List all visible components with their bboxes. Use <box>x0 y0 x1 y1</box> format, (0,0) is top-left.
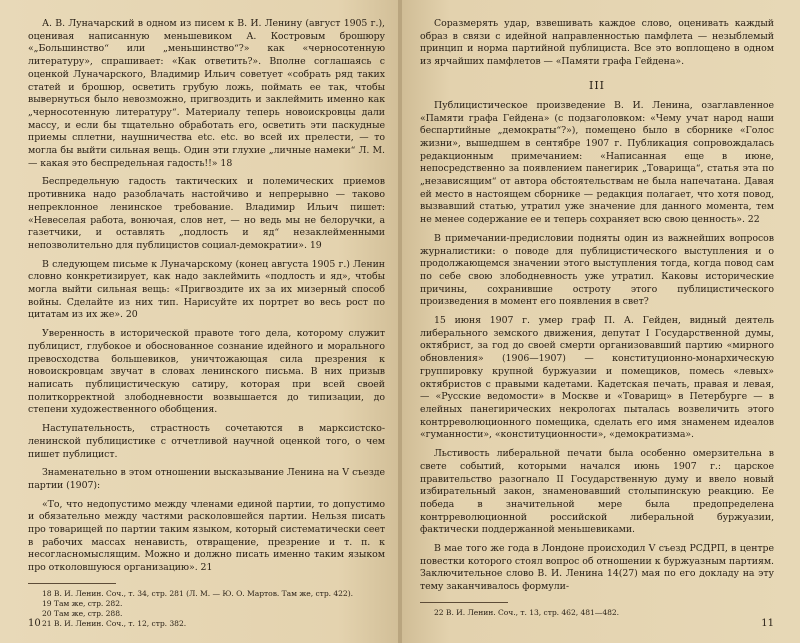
paragraph: А. В. Луначарский в одном из писем к В. И. Ленину (август 1905 г.), оценивая написанную меньшевиком А. Костровым брошюру «„Большинство“ или „меньшинство“?» как «черносотенную литературу», спрашивает: «Как ответить?». Вполне соглашаясь с оценкой Луначарского, Владимир Ильич советует «собрать ряд таких статей и брошюр, осветить грубую ложь, поймать ее так, чтобы вывернуться было невозможно, пригвоздить и заклеймить именно как „черносотенную литературу“. Материалу теперь новоискровцы дали массу, и если бы тщательно обработать его, осветить эти паскудные приемы сплетни, наушничества etc. etc. во всей их прелести, — то могла бы выйти сильная вещь. Один эти глухие „личные намеки“ Л. М. — какая это беспредельная гадость!!» 18 <box>28 18 385 169</box>
paragraph: Беспредельную гадость тактических и полемических приемов противника надо разоблачать настойчиво и непрерывно — таково непреклонное ленинское требование. Владимир Ильич пишет: «Невеселая работа, вонючая, слов нет, — но ведь мы не белоручки, а газетчики, и оставлять „подлость и яд“ незаклейменными непозволительно для публицистов социал-демократии». 19 <box>28 176 385 251</box>
section-heading: III <box>588 78 606 92</box>
footnote: 20 Там же, стр. 288. <box>42 609 123 619</box>
paragraph: Знаменательно в этом отношении высказывание Ленина на V съезде партии (1907): <box>28 467 385 491</box>
paragraph: В следующем письме к Луначарскому (конец августа 1905 г.) Ленин словно конкретизирует, как надо заклеймить «подлость и яд», чтобы могла выйти сильная вещь: «Пригвоздите их за их мизерный способ войны. Сделайте из них тип. Нарисуйте их портрет во весь рост по цитатам из их же». 20 <box>28 258 385 321</box>
page-number: 10 <box>28 618 41 629</box>
quote-paragraph: «То, что недопустимо между членами единой партии, то допустимо и обязательно между частями расколовшейся партии. Нельзя писать про товарищей по партии таким языком, который систематически сеет в рабочих массах ненависть, отвращение, презрение и т. п. к несогласномыслящим. Можно и должно писать именно таким языком про отколовшуюся организацию». 21 <box>28 498 385 574</box>
footnote: 18 В. И. Ленин. Соч., т. 34, стр. 281 (Л. М. — Ю. О. Мартов. Там же, стр. 422). <box>42 588 353 598</box>
footnote: 19 Там же, стр. 282. <box>42 599 123 609</box>
footnote: 21 В. И. Ленин. Соч., т. 12, стр. 382. <box>42 619 187 629</box>
paragraph: Соразмерять удар, взвешивать каждое слово, оценивать каждый образ в связи с идейной направленностью памфлета — незыблемый принцип и норма партийной публициста. Все это воплощено в одном из ярчайших памфлетов — «Памяти графа Гейдена». <box>420 18 774 68</box>
right-page <box>402 0 800 643</box>
paragraph: Уверенность в исторической правоте того дела, которому служит публицист, глубокое и обоснованное сознание идейного и морального превосходства большевиков, уничтожающая сила презрения к новоискровцам звучат в словах ленинского письма. В них призыв написать публицистическую сатиру, которая при всей своей политкорректной злободневности возвышается до типизации, до степени художественного обобщения. <box>28 328 385 416</box>
page-number: 11 <box>761 618 774 629</box>
paragraph: Публицистическое произведение В. И. Ленина, озаглавленное «Памяти графа Гейдена» (с подзаголовком: «Чему учат народ наши беспартийные „демократы“?»), помещено было в сборнике «Голос жизни», вышедшем в сентябре 1907 г. Публикация сопровождалась редакционным примечанием: «Написанная еще в июне, непосредственно за появлением панегирик „Товарища“, статья эта по „независящим“ от автора обстоятельствам не была напечатана. Давая ей место в настоящем сборнике — редакция полагает, что хотя повод, вызвавший статью, утратил уже значение для данного момента, тем не менее содержание ее и теперь сохраняет всю свою ценность». 22 <box>420 99 774 226</box>
footnote: 22 В. И. Ленин. Соч., т. 13, стр. 462, 481—482. <box>434 607 620 617</box>
paragraph: Льстивость либеральной печати была особенно омерзительна в свете событий, которыми начался июнь 1907 г.: царское правительство разогнало II Государственную думу и ввело новый избирательный закон, знаменовавший столыпинскую реакцию. Ее победа в значительной мере была предопределена контрреволюционной российской либеральной буржуазии, фактически поддержанной меньшевиками. <box>420 448 774 536</box>
paragraph: Наступательность, страстность сочетаются в марксистско-ленинской публицистике с отчетливой научной оценкой того, о чем пишет публицист. <box>28 423 385 460</box>
left-page <box>0 0 398 643</box>
paragraph: В мае того же года в Лондоне происходил V съезд РСДРП, в центре повестки которого стоял вопрос об отношении к буржуазным партиям. Заключительное слово В. И. Ленина 14(27) мая по его докладу на эту тему заканчивалось формули- <box>420 543 774 593</box>
footnote-divider <box>420 602 508 603</box>
paragraph: В примечании-предисловии подняты один из важнейших вопросов журналистики: о поводе для публицистического выступления и о продолжающемся значении этого выступления тогда, когда повод сам по себе свою злободневность уже утратил. Каковы исторические причины, сохранившие остроту этого публицистического произведения в момент его появления в свет? <box>420 232 774 308</box>
paragraph: 15 июня 1907 г. умер граф П. А. Гейден, видный деятель либерального земского движения, депутат I Государственной думы, октябрист, за год до своей смерти организовавший партию «мирного обновления» (1906—1907) — конституционно-монархическую группировку крупной буржуазии и помещиков, помесь «левых» октябристов с правыми кадетами. Кадетская печать, правая и левая, — «Русские ведомости» в Москве и «Товарищ» в Петербурге — в елейных панегирических некрологах пыталась возвеличить этого контрреволюционного помещика, сделать его имя знаменем идеалов «гуманности», «конституционности», «демократизма». <box>420 315 774 441</box>
footnote-divider <box>28 583 116 584</box>
